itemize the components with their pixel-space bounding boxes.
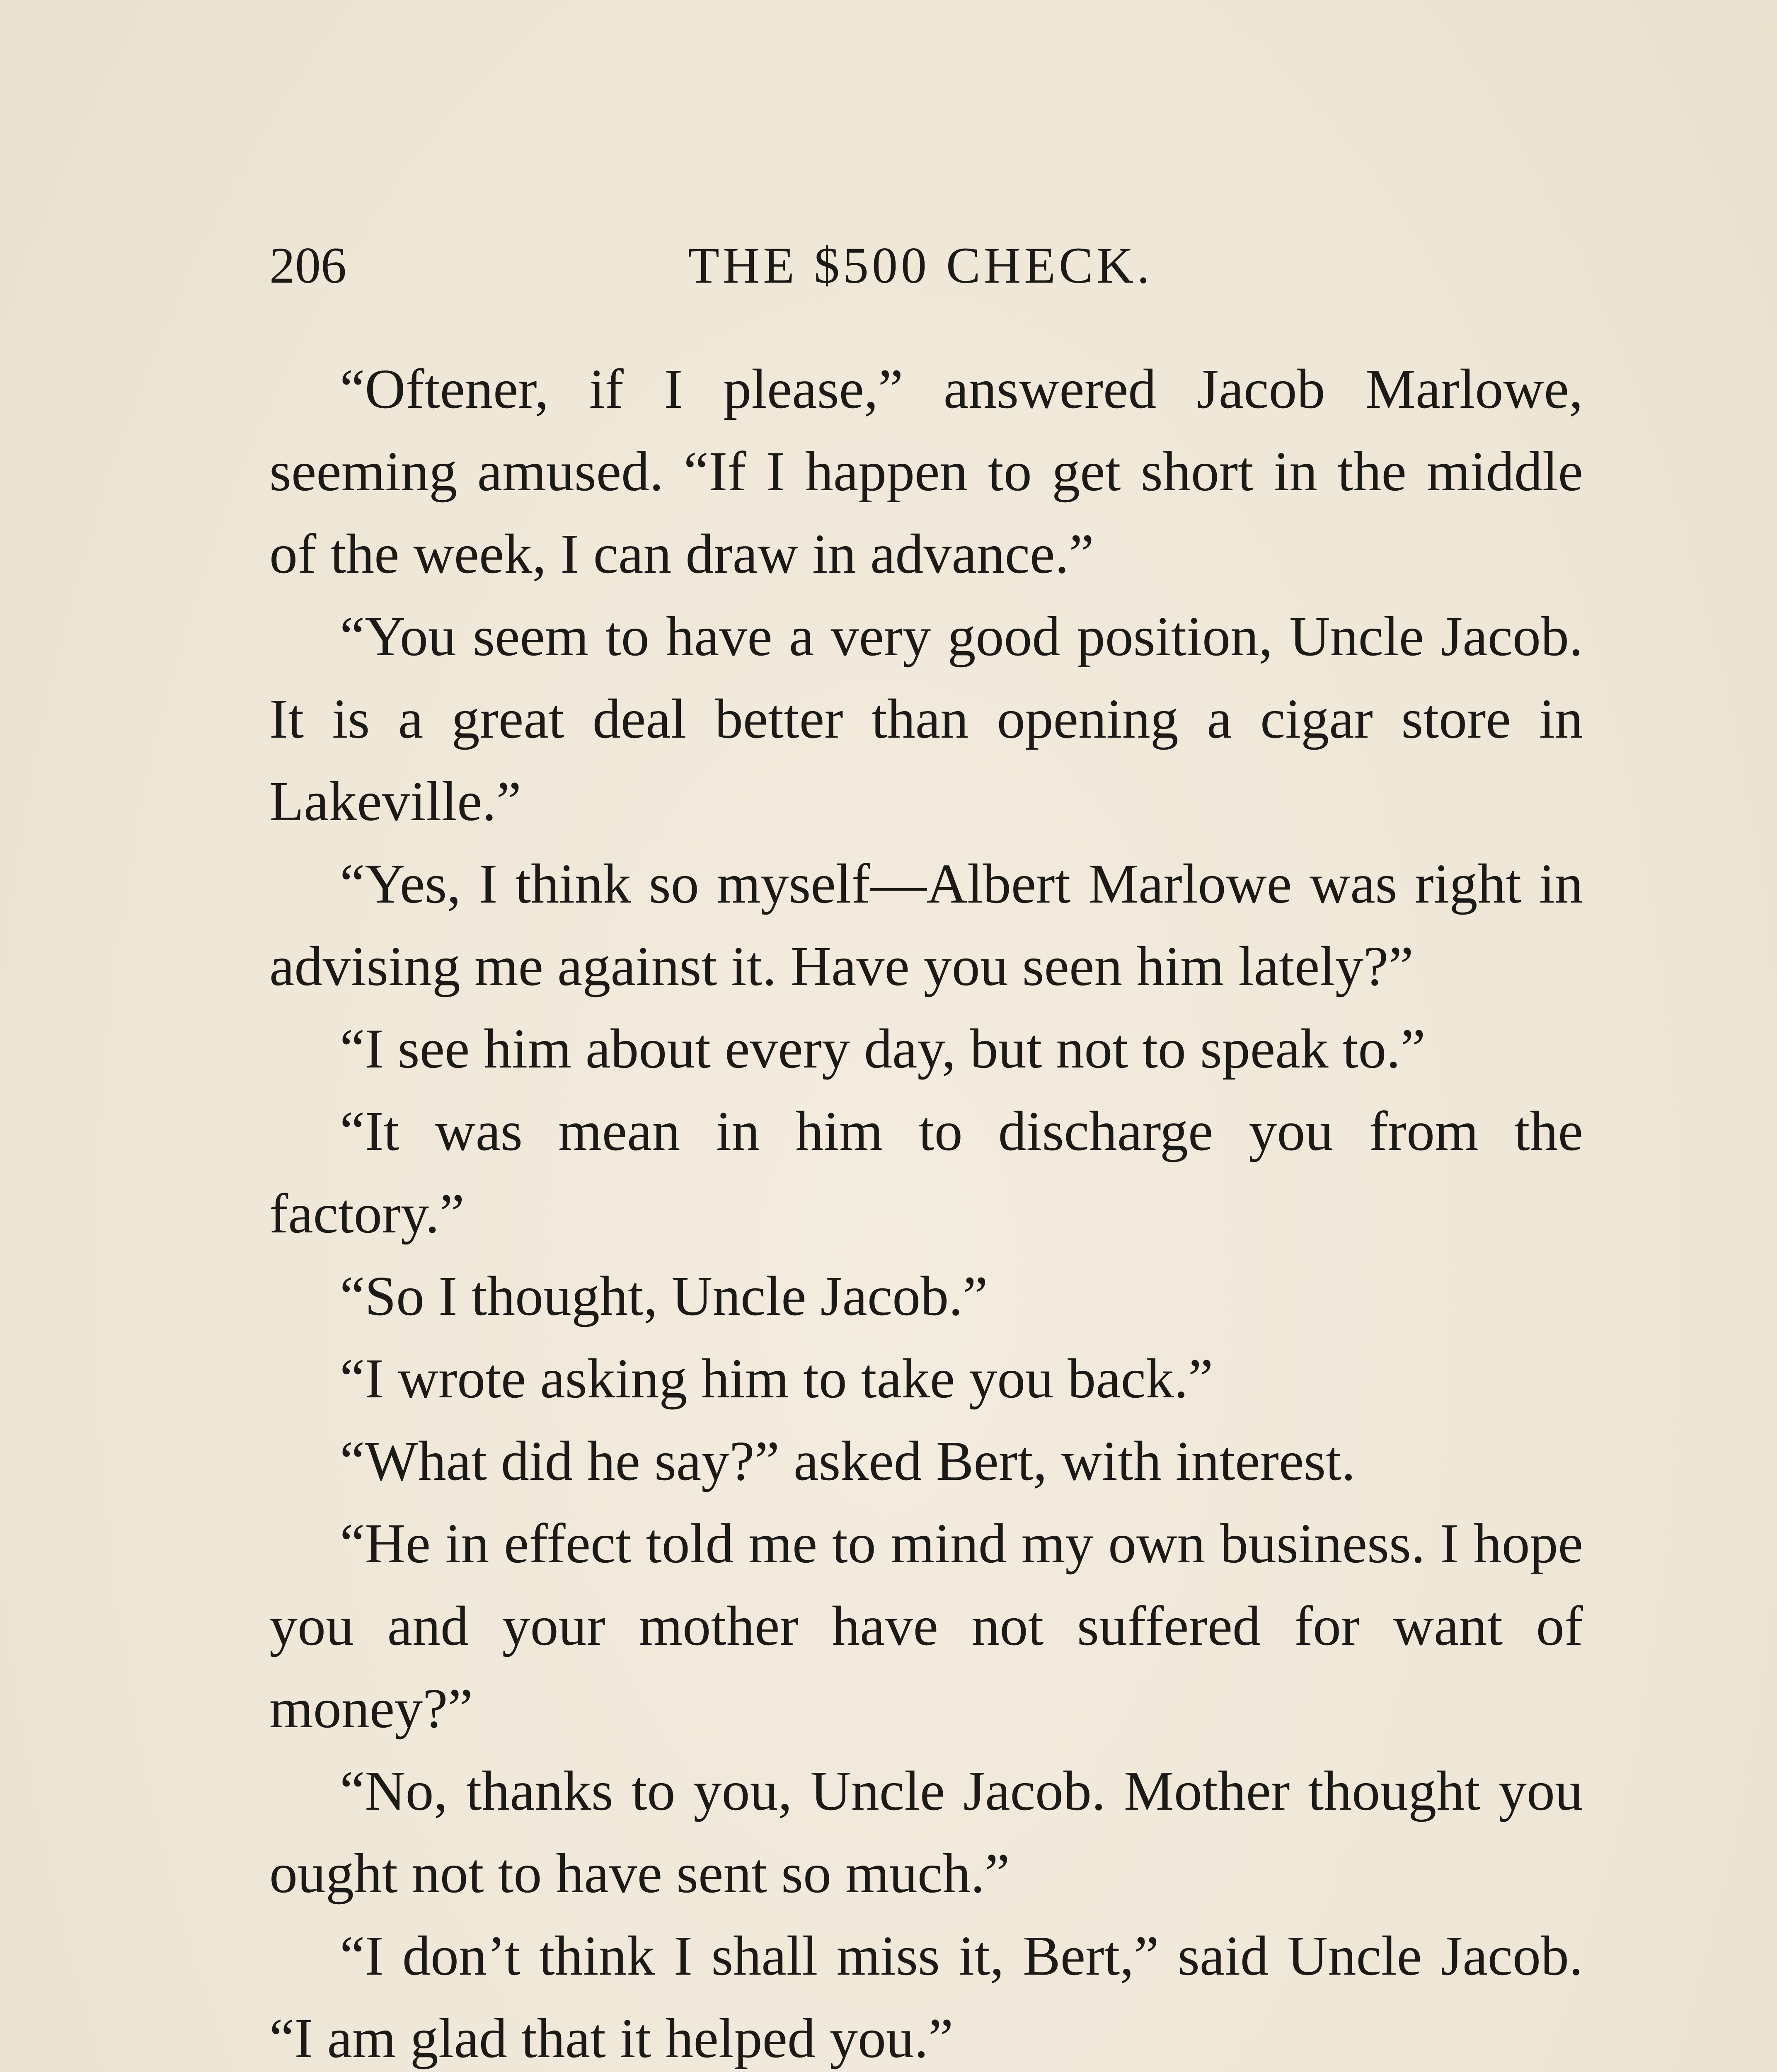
- body-text: [269, 348, 1583, 2072]
- paragraph: “It was mean in him to discharge you from the factory.”: [269, 1100, 1583, 1245]
- paragraph: “So I thought, Uncle Jacob.”: [340, 1265, 988, 1327]
- running-title: THE $500 CHECK.: [688, 237, 1153, 294]
- paragraph: “He in effect told me to mind my own business. I hope you and your mother have not suffered for want of money?”: [269, 1513, 1583, 1740]
- paragraph: “Yes, I think so myself—Albert Marlowe was right in advising me against it. Have you seen him lately?”: [269, 853, 1583, 997]
- paragraph: “I wrote asking him to take you back.”: [340, 1348, 1213, 1410]
- paragraph: “No, thanks to you, Uncle Jacob. Mother thought you ought not to have sent so much.”: [269, 1760, 1583, 1905]
- page-number: 206: [269, 237, 346, 294]
- paragraph: “What did he say?” asked Bert, with interest.: [340, 1430, 1356, 1492]
- running-head: [269, 236, 1583, 303]
- paragraph: “You seem to have a very good position, Uncle Jacob. It is a great deal better than opening a cigar store in Lakeville.”: [269, 605, 1583, 833]
- paragraph: “I see him about every day, but not to speak to.”: [340, 1018, 1426, 1080]
- paragraph: “I don’t think I shall miss it, Bert,” said Uncle Jacob. “I am glad that it helped you.”: [269, 1925, 1583, 2070]
- paragraph: “Oftener, if I please,” answered Jacob Marlowe, seeming amused. “If I happen to get short in the middle of the week, I can draw in advance.”: [269, 358, 1583, 585]
